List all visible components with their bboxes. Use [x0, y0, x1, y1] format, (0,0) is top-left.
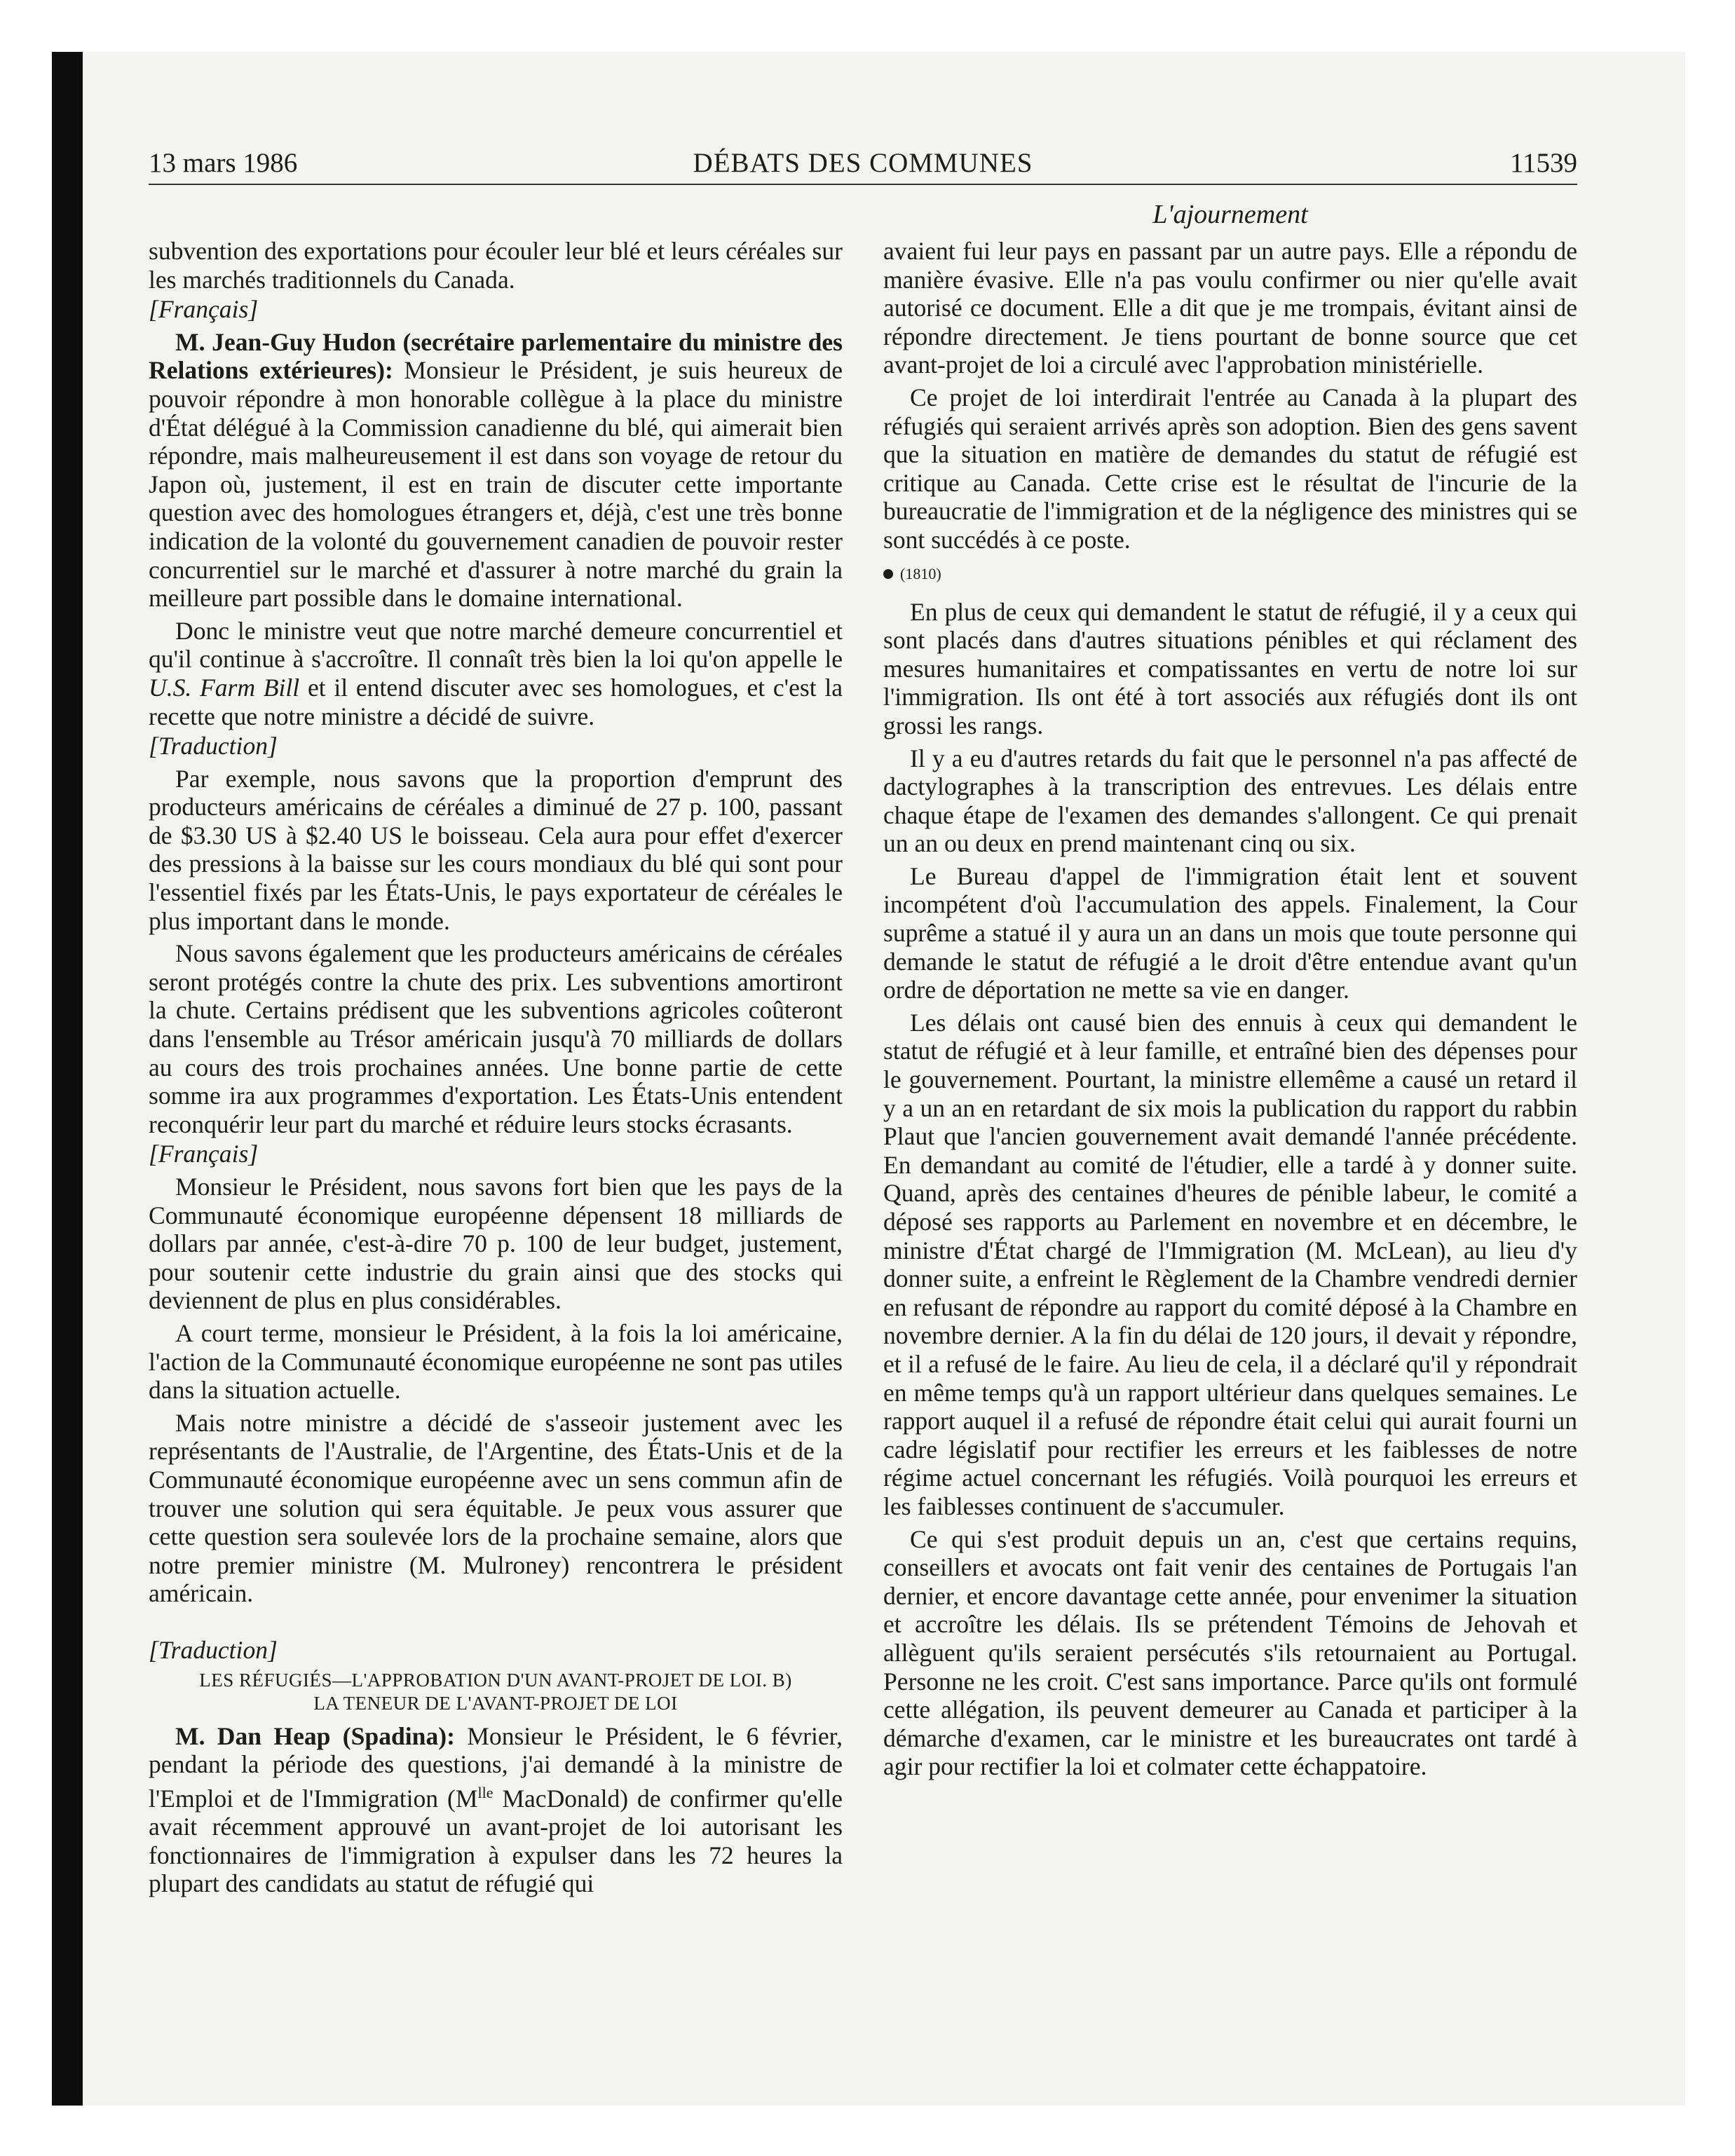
paragraph: Par exemple, nous savons que la proportion d'emprunt des producteurs américains de céréales a diminué de 27 p. 100, passant de $3.30 US à $2.40 US le boisseau. Cela aura pour effet d'exercer des pressions à la baisse sur les cours mondiaux du blé qui sont pour l'essentiel fixés par les États-Unis, le pays exportateur de céréales le plus important dans le monde. — [149, 764, 843, 935]
paragraph: Monsieur le Président, nous savons fort bien que les pays de la Communauté économique européenne dépensent 18 milliards de dollars par année, c'est-à-dire 70 p. 100 de leur budget, justement, pour soutenir cette industrie du grain ainsi que des stocks qui deviennent de plus en plus considérables. — [149, 1173, 843, 1315]
paragraph: avaient fui leur pays en passant par un autre pays. Elle a répondu de manière évasive. Elle n'a pas voulu confirmer ou nier qu'elle avait autorisé ce document. Elle a dit que je me trompais, évitant ainsi de répondre directement. Je tiens pourtant de bonne source que cet avant-projet de loi a circulé avec l'approbation ministérielle. — [883, 237, 1577, 379]
paragraph: Ce qui s'est produit depuis un an, c'est que certains requins, conseillers et avocats ont fait venir des centaines de Portugais l'an dernier, et encore davantage cette année, pour envenimer la situation et accroître les délais. Ils se prétendent Témoins de Jehovah et allèguent qu'ils seraient persécutés s'ils retournaient au Portugal. Personne ne les croit. C'est sans importance. Parce qu'ils ont formulé cette allégation, ils peuvent demeurer au Canada et participer à la démarche d'examen, car le ministre et les bureaucrates ont tardé à agir pour rectifier la loi et colmater cette échappatoire. — [883, 1524, 1577, 1781]
speech-text: Monsieur le Président, je suis heureux de pouvoir répondre à mon honorable collègue à la place du ministre d'État délégué à la Commission canadienne du blé, qui aimerait bien répondre, mais malheureusement il est dans son voyage de retour du Japon où, justement, il est en train de discuter cette importante question avec des homologues étrangers et, déjà, c'est une très bonne indication de la volonté du gouvernement canadien de pouvoir rester concurrentiel sur le marché et d'assurer à notre marché du grain la meilleure part possible dans le domaine international. — [149, 356, 843, 613]
speaker-name: M. Dan Heap (Spadina): — [175, 1721, 455, 1750]
language-tag: [Français] — [149, 1140, 259, 1168]
paragraph: En plus de ceux qui demandent le statut de réfugié, il y a ceux qui sont placés dans d'autres situations pénibles et qui réclament des mesures humanitaires et compatissantes en vertu de notre loi sur l'immigration. Ils ont été à tort associés aux réfugiés dont ils ont grossi les rangs. — [883, 597, 1577, 739]
paragraph — [149, 617, 843, 730]
paragraph: subvention des exportations pour écouler leur blé et leurs céréales sur les marchés traditionnels du Canada. — [149, 237, 843, 294]
bullet-icon — [883, 569, 893, 579]
speaker-name: M. Jean-Guy Hudon (secrétaire parlementaire du ministre des Relations extérieures): — [149, 327, 843, 385]
paragraph: Il y a eu d'autres retards du fait que le personnel n'a pas affecté de dactylographes à la transcription des entrevues. Les délais entre chaque étape de l'examen des demandes s'allongent. Ce qui prenait un an ou deux en prend maintenant cinq ou six. — [883, 744, 1577, 858]
section-heading-line: LES RÉFUGIÉS—L'APPROBATION D'UN AVANT-PROJET DE LOI. B) — [199, 1669, 792, 1691]
right-column — [883, 237, 1577, 1781]
bill-name: U.S. Farm Bill — [149, 673, 300, 702]
paragraph: Le Bureau d'appel de l'immigration était lent et souvent incompétent d'où l'accumulation des appels. Finalement, la Cour suprême a statué il y aura un an dans un mois que toute personne qui demande le statut de réfugié a le droit d'être entendue avant qu'un ordre de déportation ne mette sa vie en danger. — [883, 861, 1577, 1004]
speech-text: MacDonald) de confirmer qu'elle avait récemment approuvé un avant-projet de loi autorisant les fonctionnaires de l'immigration à expulser dans les 72 heures la plupart des candidats au statut de réfugié qui — [149, 1784, 843, 1898]
paragraph — [149, 328, 843, 613]
paragraph: A court terme, monsieur le Président, à la fois la loi américaine, l'action de la Communauté économique européenne ne sont pas utiles dans la situation actuelle. — [149, 1318, 843, 1405]
header-page-number: 11539 — [1509, 148, 1577, 178]
language-tag: [Traduction] — [149, 732, 278, 760]
time-marker — [883, 563, 1577, 585]
language-tag: [Traduction] — [149, 1635, 278, 1664]
language-tag: [Français] — [149, 295, 259, 324]
speech-text: Donc le ministre veut que notre marché demeure concurrentiel et qu'il continue à s'accroître. Il connaît très bien la loi qu'on appelle le — [149, 616, 843, 674]
paragraph: Les délais ont causé bien des ennuis à ceux qui demandent le statut de réfugié et à leur famille, et entraîné bien des dépenses pour le gouvernement. Pourtant, la ministre ellemême a causé un retard il y a un an en retardant de six mois la publication du rapport du rabbin Plaut que l'ancien gouvernement avait demandé l'année précédente. En demandant au comité de l'étudier, elle a tardé à y donner suite. Quand, après des centaines d'heures de pénible labeur, le comité a déposé ses rapports au Parlement en novembre et en décembre, le ministre d'État chargé de l'Immigration (M. McLean), au lieu d'y donner suite, a enfreint le Règlement de la Chambre vendredi dernier en refusant de répondre au rapport du comité déposé à la Chambre en novembre dernier. A la fin du délai de 120 jours, il devait y répondre, et il a refusé de le faire. Au lieu de cela, il a déclaré qu'il y répondrait en même temps qu'à un rapport ultérieur dans quelques semaines. Le rapport auquel il a refusé de répondre était celui qui aurait fourni un cadre législatif pour rectifier les erreurs et les faiblesses de notre régime actuel concernant les réfugiés. Voilà pourquoi les erreurs et les faiblesses continuent de s'accumuler. — [883, 1008, 1577, 1520]
superscript: lle — [477, 1783, 494, 1801]
header-date: 13 mars 1986 — [149, 148, 298, 178]
left-column — [149, 237, 843, 1898]
scan-edge-shadow — [52, 52, 83, 2106]
paragraph: Ce projet de loi interdirait l'entrée au Canada à la plupart des réfugiés qui seraient arrivés après son adoption. Bien des gens savent que la situation en matière de demandes du statut de réfugié est critique au Canada. Cette crise est le résultat de l'incurie de la bureaucratie de l'immigration et de la négligence des ministres qui se sont succédés à ce poste. — [883, 383, 1577, 554]
paragraph — [149, 1722, 843, 1898]
speech-text: Monsieur le Président, le 6 février, pendant la période des questions, j'ai demandé à la ministre de l'Emploi et de l'Immigration (M — [149, 1721, 843, 1813]
speech-text: et il entend discuter avec ses homologues, et c'est la recette que notre ministre a décidé de suivre. — [149, 673, 843, 730]
paragraph: Nous savons également que les producteurs américains de céréales seront protégés contre la chute des prix. Les subventions amortiront la chute. Certains prédisent que les subventions agricoles coûteront dans l'ensemble au Trésor américain jusqu'à 70 milliards de dollars au cours des trois prochaines années. Une bonne partie de cette somme ira aux programmes d'exportation. Les États-Unis entendent reconquérir leur part du marché et réduire leurs stocks écrasants. — [149, 939, 843, 1138]
header-title: DÉBATS DES COMMUNES — [693, 148, 1033, 178]
section-heading-line: LA TENEUR DE L'AVANT-PROJET DE LOI — [313, 1692, 678, 1714]
paragraph: Mais notre ministre a décidé de s'asseoir justement avec les représentants de l'Australie, de l'Argentine, des États-Unis et de la Communauté économique européenne avec un sens commun afin de trouver une solution qui sera équitable. Je peux vous assurer que cette question sera soulevée lors de la prochaine semaine, alors que notre premier ministre (M. Mulroney) rencontrera le président américain. — [149, 1408, 843, 1608]
section-heading — [149, 1669, 843, 1715]
right-column-title: L'ajournement — [1152, 200, 1308, 229]
time-marker-label: (1810) — [900, 564, 941, 582]
page-header — [149, 147, 1577, 185]
